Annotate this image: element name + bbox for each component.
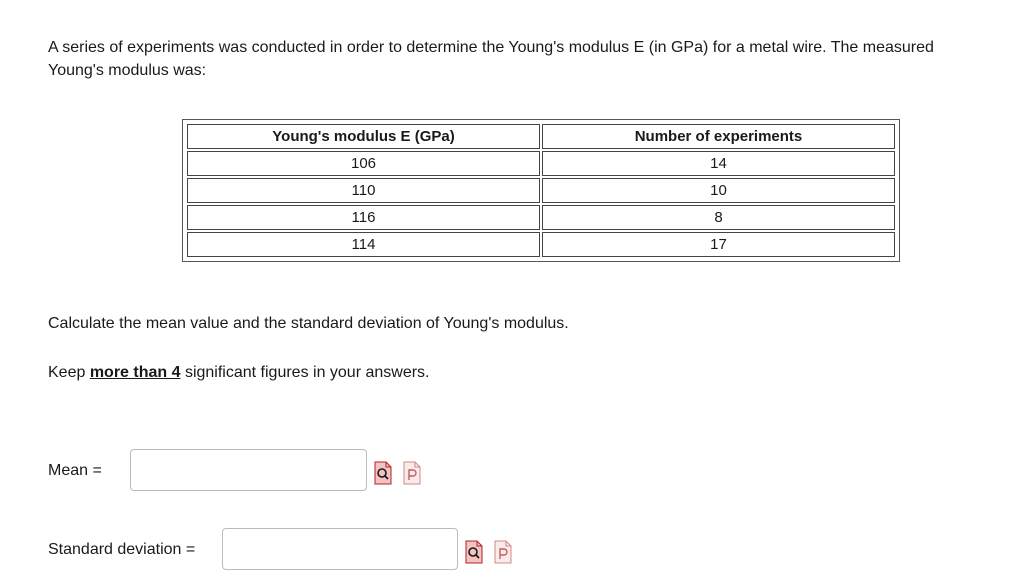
data-table xyxy=(185,122,897,259)
cell-count: 10 xyxy=(542,178,895,203)
table-row xyxy=(187,205,895,230)
cell-count: 14 xyxy=(542,151,895,176)
instruction-prefix: Keep xyxy=(48,364,90,381)
task-text: Calculate the mean value and the standard deviation of Young's modulus. xyxy=(48,315,569,332)
mean-label: Mean = xyxy=(48,462,102,479)
cell-modulus: 114 xyxy=(187,232,540,257)
std-input[interactable] xyxy=(222,528,458,570)
instruction-emphasis: more than 4 xyxy=(89,364,181,381)
header-youngs-modulus: Young's modulus E (GPa) xyxy=(187,124,540,149)
intro-line-2: Young's modulus was: xyxy=(48,62,207,79)
table-header-row xyxy=(187,124,895,149)
std-label: Standard deviation = xyxy=(48,541,196,558)
cell-modulus: 106 xyxy=(187,151,540,176)
palette-icon[interactable] xyxy=(494,540,512,564)
cell-count: 17 xyxy=(542,232,895,257)
intro-line-1: A series of experiments was conducted in order to determine the Young's modulus E (in GPa) for a metal wire. The measured xyxy=(48,39,934,56)
preview-icon[interactable] xyxy=(374,461,392,485)
instruction-suffix: significant figures in your answers. xyxy=(180,364,430,381)
data-table-frame xyxy=(182,119,900,262)
table-row xyxy=(187,178,895,203)
mean-input[interactable] xyxy=(130,449,367,491)
cell-modulus: 110 xyxy=(187,178,540,203)
table-row xyxy=(187,151,895,176)
sig-fig-instruction xyxy=(48,364,430,382)
header-number-of-experiments: Number of experiments xyxy=(542,124,895,149)
preview-icon[interactable] xyxy=(465,540,483,564)
table-row xyxy=(187,232,895,257)
problem-intro xyxy=(48,36,1018,82)
cell-modulus: 116 xyxy=(187,205,540,230)
palette-icon[interactable] xyxy=(403,461,421,485)
cell-count: 8 xyxy=(542,205,895,230)
